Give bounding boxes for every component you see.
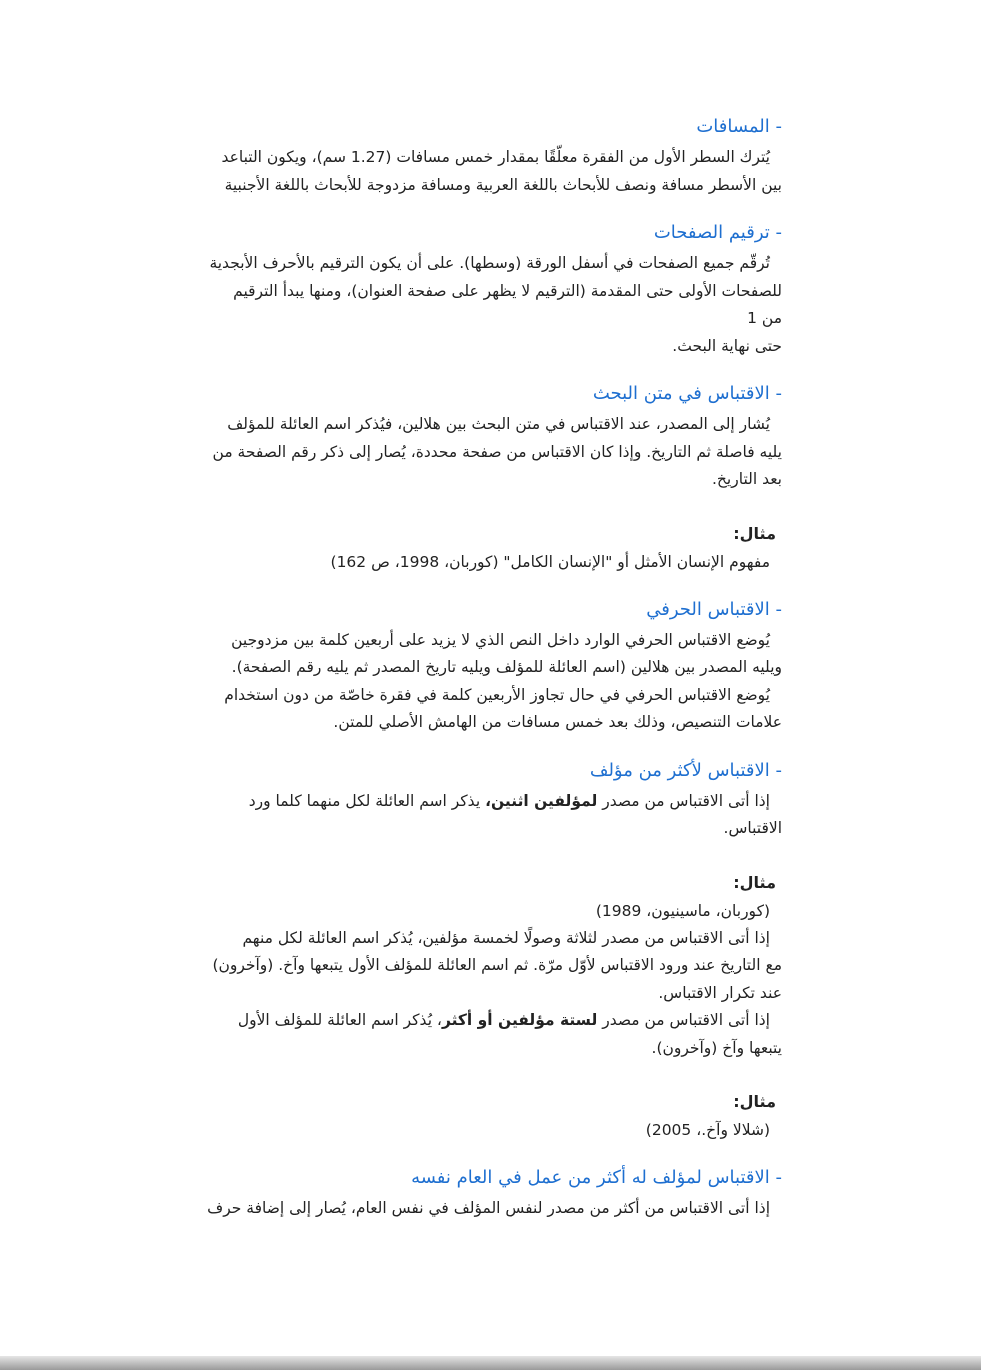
example-text: (كوربان، ماسينيون، 1989): [595, 901, 770, 920]
text-run: إذا أتى الاقتباس من مصدر: [597, 791, 770, 810]
paragraph-line: يُوضع الاقتباس الحرفي الوارد داخل النص الذي لا يزيد على أربعين كلمة بين مزدوجين: [231, 630, 770, 649]
example-text: مفهوم الإنسان الأمثل أو "الإنسان الكامل" (كوربان، 1998، ص 162): [330, 552, 770, 571]
paragraph-line: إذا أتى الاقتباس من مصدر لثلاثة وصولًا لخمسة مؤلفين، يُذكر اسم العائلة لكل منهم: [242, 928, 770, 947]
paragraph-line: من 1: [747, 309, 782, 327]
heading-in-text-citation: - الاقتباس في متن البحث: [592, 383, 782, 404]
bold-text: لمؤلفين اثنين،: [485, 791, 598, 810]
paragraph-line: إذا أتى الاقتباس من أكثر من مصدر لنفس المؤلف في نفس العام، يُصار إلى إضافة حرف: [207, 1199, 770, 1217]
example-text: (شلالا وآخ.، 2005): [645, 1121, 770, 1139]
heading-page-numbering: - ترقيم الصفحات: [653, 222, 782, 243]
document-content: [137, 113, 782, 1223]
paragraph-line: تُرقّم جميع الصفحات في أسفل الورقة (وسطها). على أن يكون الترقيم بالأحرف الأبجدية: [209, 254, 770, 272]
paragraph-line: يُترك السطر الأول من الفقرة معلّقًا بمقدار خمس مسافات (1.27 سم)، ويكون التباعد: [221, 148, 770, 166]
text-run: يذكر اسم العائلة لكل منهما كلما ورد: [248, 791, 486, 810]
paragraph-line: ويليه المصدر بين هلالين (اسم العائلة للمؤلف ويليه تاريخ المصدر ثم يليه رقم الصفحة).: [231, 658, 782, 676]
paragraph-line: للصفحات الأولى حتى المقدمة (الترقيم لا يظهر على صفحة العنوان)، ومنها يبدأ الترقيم: [233, 281, 782, 300]
paragraph-line: عند تكرار الاقتباس.: [658, 983, 782, 1002]
paragraph-line: مع التاريخ عند ورود الاقتباس لأوّل مرّة. ثم اسم العائلة للمؤلف الأول يتبعها وآخ. (وآخرون): [212, 956, 782, 974]
heading-literal-quotation: - الاقتباس الحرفي: [646, 598, 782, 620]
paragraph-line: الاقتباس.: [723, 819, 782, 837]
bold-text: لستة مؤلفين أو أكثر: [441, 1011, 598, 1029]
example-label: مثال:: [733, 523, 776, 543]
paragraph-line: بين الأسطر مسافة ونصف للأبحاث باللغة العربية ومسافة مزدوجة للأبحاث باللغة الأجنبية: [224, 175, 782, 194]
paragraph-line: [137, 1007, 782, 1035]
heading-same-author-same-year: - الاقتباس لمؤلف له أكثر من عمل في العام نفسه: [411, 1167, 782, 1188]
paragraph-line: حتى نهاية البحث.: [672, 336, 782, 355]
paragraph-line: علامات التنصيص، وذلك بعد خمس مسافات من الهامش الأصلي للمتن.: [333, 713, 782, 731]
page-bottom-edge: [0, 1356, 981, 1370]
paragraph-line: يليه فاصلة ثم التاريخ. وإذا كان الاقتباس من صفحة محددة، يُصار إلى ذكر رقم الصفحة من: [212, 442, 782, 461]
paragraph-line: بعد التاريخ.: [711, 470, 782, 488]
text-run: إذا أتى الاقتباس من مصدر: [597, 1011, 770, 1029]
heading-multiple-authors: - الاقتباس لأكثر من مؤلف: [589, 759, 782, 781]
paragraph-line: يُشار إلى المصدر، عند الاقتباس في متن البحث بين هلالين، فيُذكر اسم العائلة للمؤلف: [227, 415, 770, 433]
example-label: مثال:: [733, 872, 776, 892]
heading-spacing: - المسافات: [696, 116, 782, 137]
example-label: مثال:: [733, 1092, 776, 1111]
paragraph-line: [137, 788, 782, 816]
text-run: ، يُذكر اسم العائلة للمؤلف الأول: [237, 1011, 442, 1029]
paragraph-line: يتبعها وآخ (وآخرون).: [651, 1038, 782, 1057]
paragraph-line: يُوضع الاقتباس الحرفي في حال تجاوز الأربعين كلمة في فقرة خاصّة من دون استخدام: [224, 685, 770, 704]
